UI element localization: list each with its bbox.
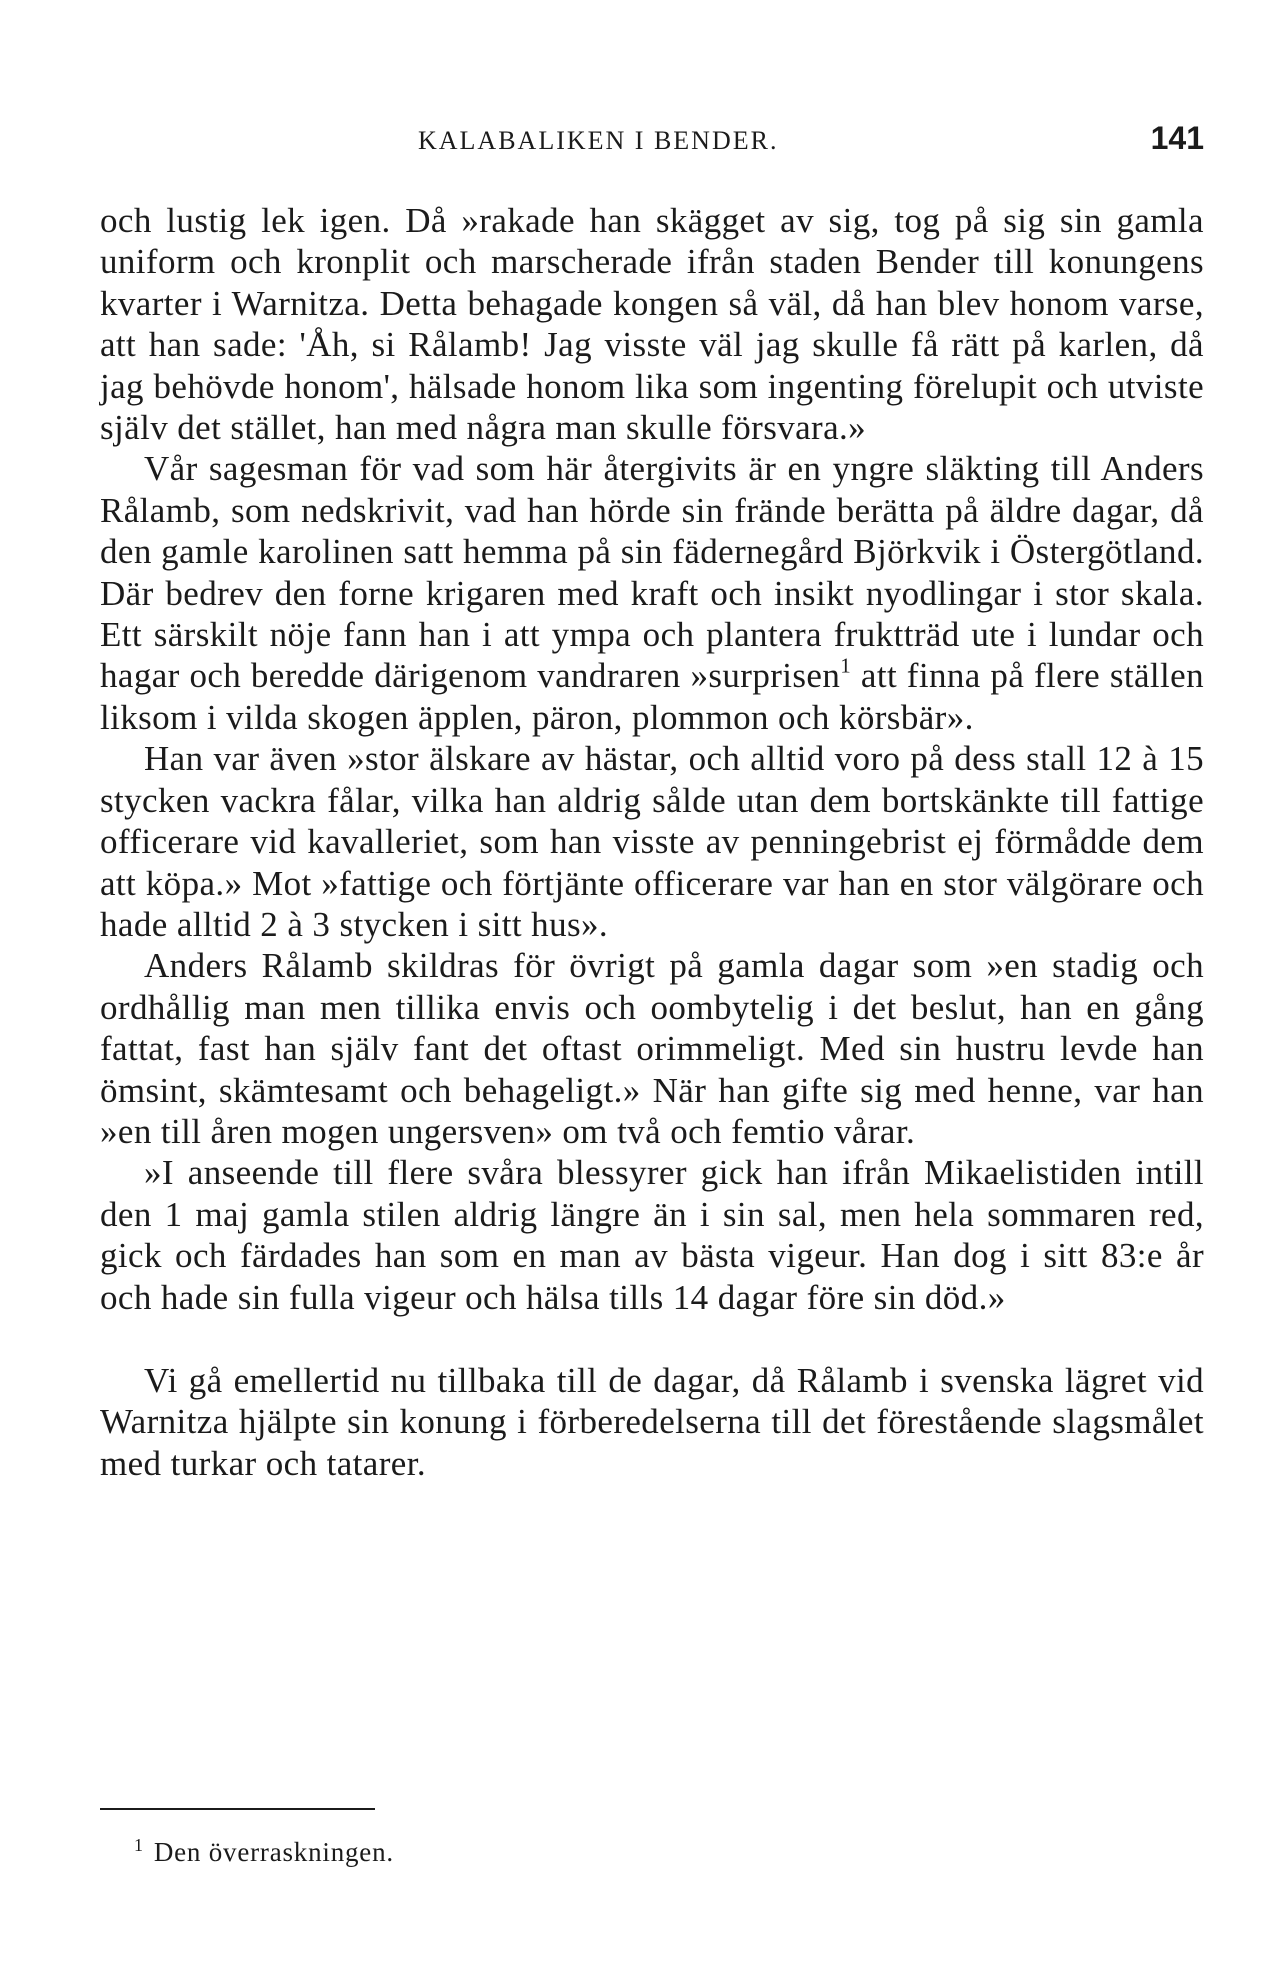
paragraph-text: Vi gå emellertid nu tillbaka till de dagar, då Rålamb i svenska lägret vid Warnitza hjälpte sin konung i förberedelserna till det förestående slagsmålet med turkar och tatarer.: [100, 1360, 1204, 1483]
paragraph-1: [100, 200, 1204, 448]
paragraph-text: och lustig lek igen. Då »rakade han skägget av sig, tog på sig sin gamla uniform och kronplit och marscherade ifrån staden Bender till konungens kvarter i Warnitza. Detta behagade kongen så väl, då han blev honom varse, att han sade: 'Åh, si Rålamb! Jag visste väl jag skulle få rätt på karlen, då jag behövde honom', hälsade honom lika som ingenting förelupit och utviste själv det stället, han med några man skulle försvara.»: [100, 201, 1204, 448]
paragraph-text: Anders Rålamb skildras för övrigt på gamla dagar som »en stadig och ordhållig man men tillika envis och oombytelig i det beslut, han en gång fattat, fast han själv fant det oftast orimmeligt. Med sin hustru levde han ömsint, skämtesamt och behageligt.» När han gifte sig med henne, var han »en till åren mogen ungersven» om två och femtio vårar.: [100, 946, 1204, 1151]
paragraph-2: [100, 448, 1204, 738]
paragraph-text: »I anseende till flere svåra blessyrer gick han ifrån Mikaelistiden intill den 1 maj gamla stilen aldrig längre än i sin sal, men hela sommaren red, gick och färdades han som en man av bästa vigeur. Han dog i sitt 83:e år och hade sin fulla vigeur och hälsa tills 14 dagar före sin död.»: [100, 1153, 1204, 1317]
footnote-mark: 1: [134, 1835, 144, 1855]
paragraph-3: [100, 738, 1204, 945]
paragraph-text-continued: att finna på flere ställen liksom i vilda skogen äpplen, päron, plommon och körsbär».: [100, 656, 1204, 737]
running-header: [100, 120, 1204, 160]
paragraph-4: [100, 945, 1204, 1152]
book-page: [100, 0, 1204, 1977]
paragraph-6: [100, 1360, 1204, 1484]
page-number: 141: [1150, 120, 1204, 156]
body-text: [100, 200, 1204, 1484]
paragraph-text: Vår sagesman för vad som här återgivits är en yngre släkting till Anders Rålamb, som nedskrivit, vad han hörde sin frände berätta på äldre dagar, då den gamle karolinen satt hemma på sin fädernegård Björkvik i Östergötland. Där bedrev den forne krigaren med kraft och insikt nyodlingar i stor skala. Ett särskilt nöje fann han i att ympa och plantera fruktträd ute i lundar och hagar och beredde därigenom vandraren »surprisen: [100, 449, 1204, 696]
footnote-text: Den överraskningen.: [153, 1837, 394, 1867]
footnote: [134, 1835, 394, 1868]
running-title: KALABALIKEN I BENDER.: [418, 126, 779, 155]
footnote-reference: 1: [840, 653, 852, 678]
paragraph-5: [100, 1152, 1204, 1318]
paragraph-text: Han var även »stor älskare av hästar, och alltid voro på dess stall 12 à 15 stycken vackra fålar, vilka han aldrig sålde utan dem bortskänkte till fattige officerare vid kavalleriet, som han visste av penningebrist ej förmådde dem att köpa.» Mot »fattige och förtjänte officerare var han en stor välgörare och hade alltid 2 à 3 stycken i sitt hus».: [100, 739, 1204, 944]
footnote-divider: [100, 1808, 375, 1810]
